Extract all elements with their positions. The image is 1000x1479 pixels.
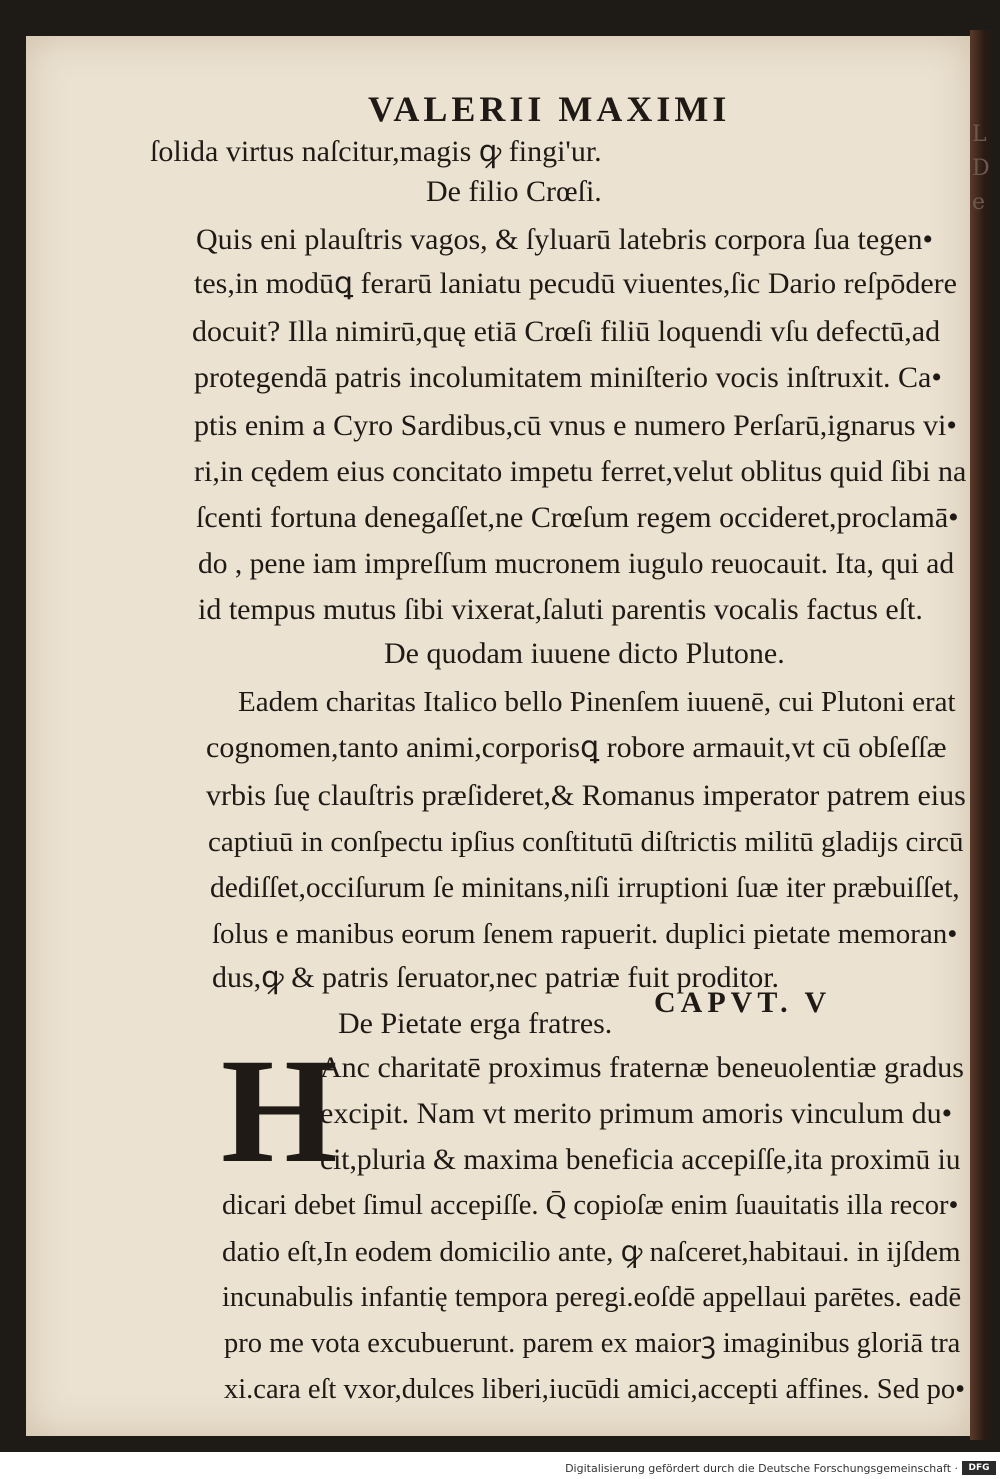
facing-page-edge	[970, 30, 994, 1440]
text-line: captiuū in conſpectu ipſius conſtitutū diſtrictis militū gladijs circū	[208, 826, 964, 858]
edge-letter: L	[972, 122, 987, 147]
text-line: vrbis ſuę clauſtris præſideret,& Romanus imperator patrem eius	[206, 779, 966, 812]
edge-letter: e	[972, 190, 986, 215]
text-line: Eadem charitas Italico bello Pinenſem iuuenē, cui Plutoni erat	[238, 686, 956, 718]
text-line: docuit? Illa nimirū,quę etiā Crœſi filiū loquendi vſu defectū,ad	[192, 315, 941, 348]
book-page	[26, 36, 970, 1436]
edge-letter: D	[972, 156, 990, 181]
dfg-logo-icon: DFG	[962, 1461, 996, 1475]
text-line: cit,pluria & maxima beneficia accepiſſe,ita proximū iu	[320, 1144, 961, 1176]
text-line: dicari debet ſimul accepiſſe. Q̄ copioſæ enim ſuauitatis illa recor•	[222, 1190, 959, 1221]
running-head: VALERII MAXIMI	[368, 89, 731, 129]
text-line: incunabulis infantię tempora peregi.eoſdē appellaui parētes. eadē	[222, 1282, 962, 1313]
text-line: Anc charitatē proximus fraternæ beneuolentiæ gradus	[320, 1051, 964, 1084]
text-line: pro me vota excubuerunt. parem ex maiorꝫ imaginibus gloriā tra	[224, 1328, 961, 1359]
page-text	[26, 36, 970, 1436]
drop-capital: H	[221, 1028, 338, 1194]
section-heading: De quodam iuuene dicto Plutone.	[384, 637, 785, 670]
text-line: tes,in modūꝗ ferarū laniatu pecudū viuentes,ſic Dario reſpōdere	[194, 267, 957, 300]
text-line: ſolida virtus naſcitur,magis ꝙ fingi'ur.	[150, 135, 602, 168]
chapter-number: CAPVT. V	[654, 986, 832, 1019]
text-line: ſolus e manibus eorum ſenem rapuerit. duplici pietate memoran•	[212, 918, 958, 950]
facing-page-letters	[972, 118, 990, 220]
text-line: ptis enim a Cyro Sardibus,cū vnus e numero Perſarū,ignarus vi•	[194, 409, 957, 442]
text-line: ſcenti fortuna denegaſſet,ne Crœſum regem occideret,proclamā•	[196, 501, 959, 534]
text-line: Quis eni plauſtris vagos, & ſyluarū latebris corpora ſua tegen•	[196, 223, 933, 256]
section-heading: De filio Crœſi.	[426, 175, 602, 208]
text-line: dediſſet,occiſurum ſe minitans,niſi irruptioni ſuæ iter præbuiſſet,	[210, 872, 960, 904]
text-line: dus,ꝙ & patris ſeruator,nec patriæ fuit proditor.	[212, 961, 780, 994]
section-heading: De Pietate erga fratres.	[338, 1007, 613, 1040]
text-line: cognomen,tanto animi,corporisꝗ robore armauit,vt cū obſeſſæ	[206, 731, 947, 764]
text-line: id tempus mutus ſibi vixerat,ſaluti parentis vocalis factus eſt.	[198, 593, 923, 626]
text-line: xi.cara eſt vxor,dulces liberi,iucūdi amici,accepti affines. Sed po•	[224, 1374, 966, 1405]
text-line: protegendā patris incolumitatem miniſterio vocis inſtruxit. Ca•	[194, 361, 942, 394]
text-line: do , pene iam impreſſum mucronem iugulo reuocauit. Ita, qui ad	[198, 548, 955, 580]
text-line: datio eſt,In eodem domicilio ante, ꝙ naſceret,habitaui. in ijſdem	[222, 1236, 961, 1268]
funding-credit: Digitalisierung gefördert durch die Deutsche Forschungsgemeinschaft ·	[565, 1462, 958, 1475]
text-line: ri,in cędem eius concitato impetu ferret,velut oblitus quid ſibi na	[194, 455, 967, 488]
text-line: excipit. Nam vt merito primum amoris vinculum du•	[320, 1097, 953, 1130]
